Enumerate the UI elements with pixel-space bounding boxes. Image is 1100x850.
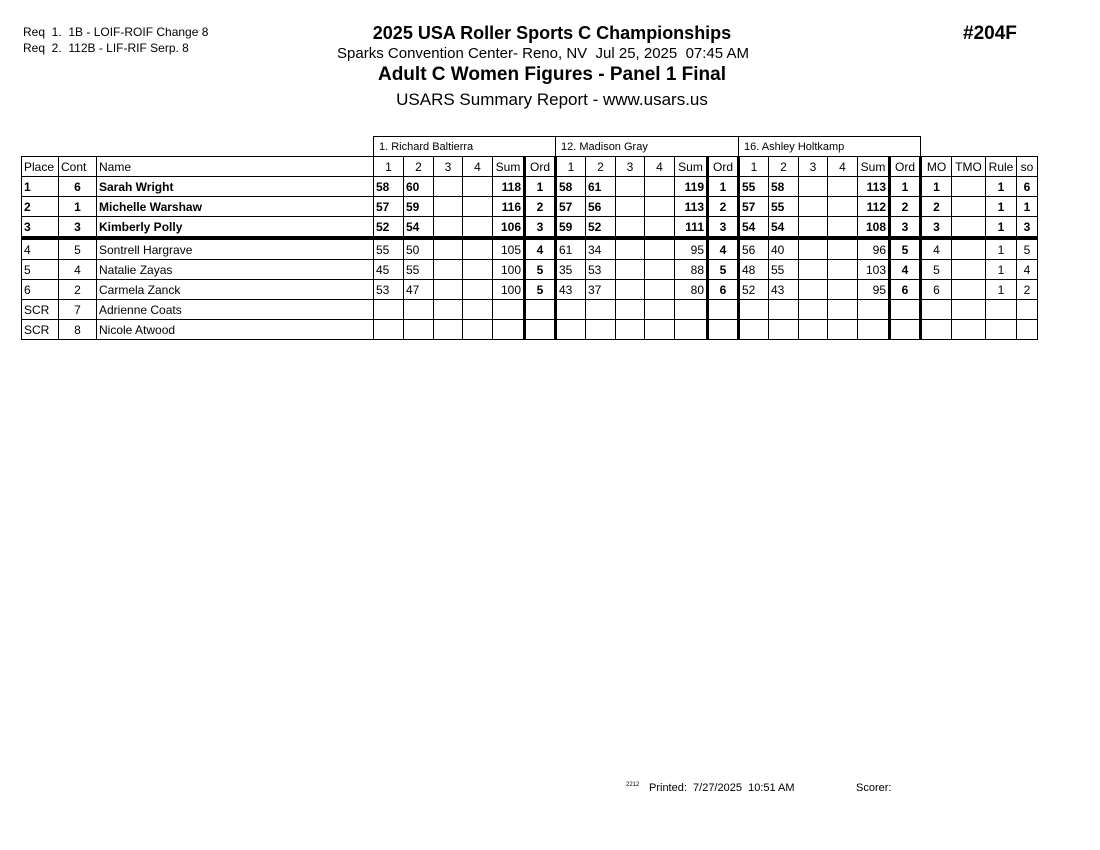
judge-1-score-cell: [463, 197, 493, 217]
judge-3-score-cell: [828, 300, 858, 320]
judge-3-score-cell: [828, 177, 858, 197]
judge-3-score-cell: [739, 300, 769, 320]
judge-1-ordinal-cell: 3: [525, 217, 556, 239]
judge-1-score-cell: 54: [404, 217, 434, 239]
judge-1-score-cell: [374, 300, 404, 320]
judge-2-score-cell: [645, 280, 675, 300]
so-cell: 3: [1017, 217, 1038, 239]
judge-3-ordinal-cell: [890, 320, 921, 340]
judge-1-score-cell: [434, 197, 463, 217]
mo-cell: 1: [921, 177, 952, 197]
judge-3-score-cell: 55: [769, 197, 799, 217]
requirement-2: Req 2. 112B - LIF-RIF Serp. 8: [23, 41, 189, 55]
judge-1-score-cell: [404, 300, 434, 320]
judge-1-score-cell: [463, 177, 493, 197]
judge-2-score-cell: 52: [586, 217, 616, 239]
col-j1-fig1: 1: [374, 157, 404, 177]
judge-1-sum-cell: 100: [493, 260, 525, 280]
competition-title: 2025 USA Roller Sports C Championships: [372, 23, 732, 43]
judge-2-ordinal-cell: [708, 320, 739, 340]
col-j1-fig2: 2: [404, 157, 434, 177]
judge-1-sum-cell: [493, 320, 525, 340]
so-cell: [1017, 300, 1038, 320]
col-name: Name: [97, 157, 374, 177]
judge-2-score-cell: [586, 320, 616, 340]
judge-2-score-cell: [586, 300, 616, 320]
judge-1-sum-cell: 118: [493, 177, 525, 197]
judge-2-name: 12. Madison Gray: [556, 137, 739, 157]
contestant-number-cell: 1: [59, 197, 97, 217]
judge-2-score-cell: [616, 320, 645, 340]
judge-2-score-cell: [645, 217, 675, 239]
judge-3-score-cell: [828, 280, 858, 300]
judge-1-score-cell: 59: [404, 197, 434, 217]
col-j3-fig4: 4: [828, 157, 858, 177]
judge-3-score-cell: [739, 320, 769, 340]
judge-2-score-cell: [645, 320, 675, 340]
judge-2-score-cell: [616, 217, 645, 239]
judge-2-ordinal-cell: 5: [708, 260, 739, 280]
judge-1-ordinal-cell: 5: [525, 280, 556, 300]
table-row: [22, 320, 1038, 340]
judge-2-score-cell: 58: [556, 177, 586, 197]
col-j2-fig3: 3: [616, 157, 645, 177]
printed-timestamp: Printed: 7/27/2025 10:51 AM: [649, 782, 795, 794]
table-row: [22, 300, 1038, 320]
col-j3-fig1: 1: [739, 157, 769, 177]
judge-1-sum-cell: 105: [493, 238, 525, 260]
so-cell: 2: [1017, 280, 1038, 300]
place-cell: 5: [22, 260, 59, 280]
judge-1-score-cell: [434, 238, 463, 260]
mo-cell: [921, 320, 952, 340]
judge-1-score-cell: 52: [374, 217, 404, 239]
place-cell: SCR: [22, 300, 59, 320]
requirement-1: Req 1. 1B - LOIF-ROIF Change 8: [23, 25, 209, 39]
judge-2-score-cell: [645, 260, 675, 280]
place-cell: 3: [22, 217, 59, 239]
mo-cell: 3: [921, 217, 952, 239]
judge-3-sum-cell: 112: [858, 197, 890, 217]
judge-1-ordinal-cell: 1: [525, 177, 556, 197]
judge-1-score-cell: [463, 300, 493, 320]
col-cont: Cont: [59, 157, 97, 177]
judge-2-score-cell: [645, 177, 675, 197]
judge-3-sum-cell: [858, 320, 890, 340]
judge-3-score-cell: [799, 300, 828, 320]
judge-2-ordinal-cell: 2: [708, 197, 739, 217]
place-cell: 4: [22, 238, 59, 260]
col-rule: Rule: [986, 157, 1017, 177]
judge-3-score-cell: [799, 197, 828, 217]
place-cell: 2: [22, 197, 59, 217]
rule-cell: 1: [986, 197, 1017, 217]
judge-2-sum-cell: 80: [675, 280, 708, 300]
contestant-number-cell: 4: [59, 260, 97, 280]
judge-3-sum-cell: 95: [858, 280, 890, 300]
judge-2-score-cell: [645, 300, 675, 320]
judge-2-score-cell: [645, 238, 675, 260]
judge-2-ordinal-cell: 6: [708, 280, 739, 300]
judge-2-score-cell: [616, 177, 645, 197]
judge-3-sum-cell: 108: [858, 217, 890, 239]
so-cell: [1017, 320, 1038, 340]
mo-cell: 6: [921, 280, 952, 300]
skater-name-cell: Sarah Wright: [97, 177, 374, 197]
judge-3-score-cell: [828, 217, 858, 239]
results-table: [21, 136, 1038, 340]
judge-3-score-cell: 56: [739, 238, 769, 260]
judge-3-score-cell: [769, 320, 799, 340]
judge-2-sum-cell: 119: [675, 177, 708, 197]
judge-3-ordinal-cell: 1: [890, 177, 921, 197]
col-j3-sum: Sum: [858, 157, 890, 177]
judge-1-sum-cell: [493, 300, 525, 320]
event-title: Adult C Women Figures - Panel 1 Final: [377, 64, 727, 85]
judge-1-name: 1. Richard Baltierra: [374, 137, 556, 157]
judge-3-ordinal-cell: 4: [890, 260, 921, 280]
judge-2-sum-cell: [675, 320, 708, 340]
tmo-cell: [952, 300, 986, 320]
judge-1-score-cell: 57: [374, 197, 404, 217]
judge-3-score-cell: [799, 260, 828, 280]
footer-code: 2212: [626, 782, 640, 788]
judge-3-score-cell: 57: [739, 197, 769, 217]
judge-2-ordinal-cell: 3: [708, 217, 739, 239]
so-cell: 6: [1017, 177, 1038, 197]
judge-3-score-cell: 43: [769, 280, 799, 300]
judge-1-score-cell: 60: [404, 177, 434, 197]
col-j3-fig3: 3: [799, 157, 828, 177]
skater-name-cell: Michelle Warshaw: [97, 197, 374, 217]
rule-cell: 1: [986, 238, 1017, 260]
judge-2-score-cell: [616, 197, 645, 217]
judge-1-score-cell: [434, 217, 463, 239]
judge-3-score-cell: 55: [739, 177, 769, 197]
judge-2-score-cell: [616, 260, 645, 280]
judge-3-score-cell: 58: [769, 177, 799, 197]
judge-2-score-cell: 56: [586, 197, 616, 217]
judge-2-score-cell: [556, 320, 586, 340]
col-j2-fig2: 2: [586, 157, 616, 177]
judge-1-score-cell: 53: [374, 280, 404, 300]
judge-1-score-cell: 55: [374, 238, 404, 260]
contestant-number-cell: 8: [59, 320, 97, 340]
rule-cell: 1: [986, 217, 1017, 239]
judge-3-ordinal-cell: [890, 300, 921, 320]
judge-2-score-cell: 61: [586, 177, 616, 197]
contestant-number-cell: 5: [59, 238, 97, 260]
table-row: [22, 238, 1038, 260]
judge-3-score-cell: [799, 177, 828, 197]
rule-cell: [986, 320, 1017, 340]
place-cell: SCR: [22, 320, 59, 340]
judge-2-score-cell: [616, 300, 645, 320]
place-cell: 1: [22, 177, 59, 197]
tmo-cell: [952, 280, 986, 300]
judge-1-score-cell: 45: [374, 260, 404, 280]
judges-row: [22, 137, 1038, 157]
judge-3-score-cell: 55: [769, 260, 799, 280]
judge-2-score-cell: 61: [556, 238, 586, 260]
judge-2-score-cell: [616, 280, 645, 300]
col-j2-ord: Ord: [708, 157, 739, 177]
judge-3-score-cell: [799, 320, 828, 340]
judge-3-sum-cell: 96: [858, 238, 890, 260]
rule-cell: 1: [986, 260, 1017, 280]
judge-3-score-cell: [799, 238, 828, 260]
judge-1-ordinal-cell: 2: [525, 197, 556, 217]
skater-name-cell: Kimberly Polly: [97, 217, 374, 239]
judge-3-score-cell: [769, 300, 799, 320]
contestant-number-cell: 6: [59, 177, 97, 197]
skater-name-cell: Nicole Atwood: [97, 320, 374, 340]
judge-2-sum-cell: [675, 300, 708, 320]
rule-cell: 1: [986, 177, 1017, 197]
column-header-row: [22, 157, 1038, 177]
skater-name-cell: Adrienne Coats: [97, 300, 374, 320]
contestant-number-cell: 3: [59, 217, 97, 239]
table-row: [22, 197, 1038, 217]
judge-2-sum-cell: 113: [675, 197, 708, 217]
skater-name-cell: Carmela Zanck: [97, 280, 374, 300]
judge-2-score-cell: 59: [556, 217, 586, 239]
judge-1-ordinal-cell: 4: [525, 238, 556, 260]
judge-2-score-cell: 57: [556, 197, 586, 217]
judge-2-score-cell: 37: [586, 280, 616, 300]
table-row: [22, 260, 1038, 280]
mo-cell: [921, 300, 952, 320]
col-j2-fig1: 1: [556, 157, 586, 177]
judge-2-score-cell: [645, 197, 675, 217]
skater-name-cell: Natalie Zayas: [97, 260, 374, 280]
event-number: #204F: [963, 23, 1017, 44]
col-place: Place: [22, 157, 59, 177]
contestant-number-cell: 7: [59, 300, 97, 320]
col-j2-sum: Sum: [675, 157, 708, 177]
col-mo: MO: [921, 157, 952, 177]
rule-cell: [986, 300, 1017, 320]
judge-3-score-cell: [799, 280, 828, 300]
judge-1-ordinal-cell: [525, 320, 556, 340]
judge-2-ordinal-cell: 4: [708, 238, 739, 260]
judge-3-score-cell: 54: [769, 217, 799, 239]
mo-cell: 2: [921, 197, 952, 217]
judge-1-score-cell: [434, 260, 463, 280]
judge-2-score-cell: 43: [556, 280, 586, 300]
judge-3-score-cell: 48: [739, 260, 769, 280]
judge-2-sum-cell: 95: [675, 238, 708, 260]
judge-3-sum-cell: [858, 300, 890, 320]
judge-1-ordinal-cell: [525, 300, 556, 320]
judge-1-score-cell: 58: [374, 177, 404, 197]
judge-3-name: 16. Ashley Holtkamp: [739, 137, 921, 157]
so-cell: 4: [1017, 260, 1038, 280]
judge-3-ordinal-cell: 5: [890, 238, 921, 260]
judge-3-ordinal-cell: 3: [890, 217, 921, 239]
judge-2-score-cell: [616, 238, 645, 260]
judge-3-sum-cell: 103: [858, 260, 890, 280]
col-tmo: TMO: [952, 157, 986, 177]
judge-1-score-cell: [404, 320, 434, 340]
tmo-cell: [952, 238, 986, 260]
judge-2-ordinal-cell: [708, 300, 739, 320]
report-title: USARS Summary Report - www.usars.us: [396, 90, 708, 109]
judge-1-sum-cell: 106: [493, 217, 525, 239]
judge-3-ordinal-cell: 2: [890, 197, 921, 217]
judge-1-sum-cell: 100: [493, 280, 525, 300]
judge-2-score-cell: 53: [586, 260, 616, 280]
col-j3-ord: Ord: [890, 157, 921, 177]
col-j2-fig4: 4: [645, 157, 675, 177]
judge-3-score-cell: 54: [739, 217, 769, 239]
judge-1-score-cell: 47: [404, 280, 434, 300]
judge-2-sum-cell: 111: [675, 217, 708, 239]
tmo-cell: [952, 177, 986, 197]
judge-3-ordinal-cell: 6: [890, 280, 921, 300]
tmo-cell: [952, 260, 986, 280]
judge-1-score-cell: [463, 217, 493, 239]
judge-3-score-cell: [828, 260, 858, 280]
judge-3-score-cell: [799, 217, 828, 239]
col-j1-ord: Ord: [525, 157, 556, 177]
judge-1-score-cell: 55: [404, 260, 434, 280]
table-row: [22, 217, 1038, 239]
tmo-cell: [952, 197, 986, 217]
judge-1-score-cell: [434, 320, 463, 340]
so-cell: 5: [1017, 238, 1038, 260]
scorer-label: Scorer:: [856, 782, 892, 794]
mo-cell: 4: [921, 238, 952, 260]
judge-1-score-cell: [434, 177, 463, 197]
judge-1-ordinal-cell: 5: [525, 260, 556, 280]
judge-1-score-cell: [434, 280, 463, 300]
col-so: so: [1017, 157, 1038, 177]
judge-1-score-cell: [463, 280, 493, 300]
judge-2-score-cell: 34: [586, 238, 616, 260]
rule-cell: 1: [986, 280, 1017, 300]
judge-1-score-cell: [463, 238, 493, 260]
tmo-cell: [952, 217, 986, 239]
judge-1-score-cell: [374, 320, 404, 340]
judge-3-score-cell: [828, 238, 858, 260]
table-row: [22, 280, 1038, 300]
judge-3-score-cell: [828, 320, 858, 340]
contestant-number-cell: 2: [59, 280, 97, 300]
place-cell: 6: [22, 280, 59, 300]
judge-2-score-cell: [556, 300, 586, 320]
judge-3-score-cell: 52: [739, 280, 769, 300]
judge-1-score-cell: [463, 320, 493, 340]
col-j1-sum: Sum: [493, 157, 525, 177]
table-row: [22, 177, 1038, 197]
skater-name-cell: Sontrell Hargrave: [97, 238, 374, 260]
judge-1-sum-cell: 116: [493, 197, 525, 217]
judge-2-ordinal-cell: 1: [708, 177, 739, 197]
mo-cell: 5: [921, 260, 952, 280]
judge-2-score-cell: 35: [556, 260, 586, 280]
judge-3-sum-cell: 113: [858, 177, 890, 197]
tmo-cell: [952, 320, 986, 340]
judge-3-score-cell: [828, 197, 858, 217]
col-j1-fig3: 3: [434, 157, 463, 177]
judge-1-score-cell: 50: [404, 238, 434, 260]
judge-3-score-cell: 40: [769, 238, 799, 260]
venue-date: Sparks Convention Center- Reno, NV Jul 25, 2025 07:45 AM: [337, 45, 749, 62]
judge-2-sum-cell: 88: [675, 260, 708, 280]
col-j3-fig2: 2: [769, 157, 799, 177]
judge-1-score-cell: [434, 300, 463, 320]
so-cell: 1: [1017, 197, 1038, 217]
col-j1-fig4: 4: [463, 157, 493, 177]
judge-1-score-cell: [463, 260, 493, 280]
